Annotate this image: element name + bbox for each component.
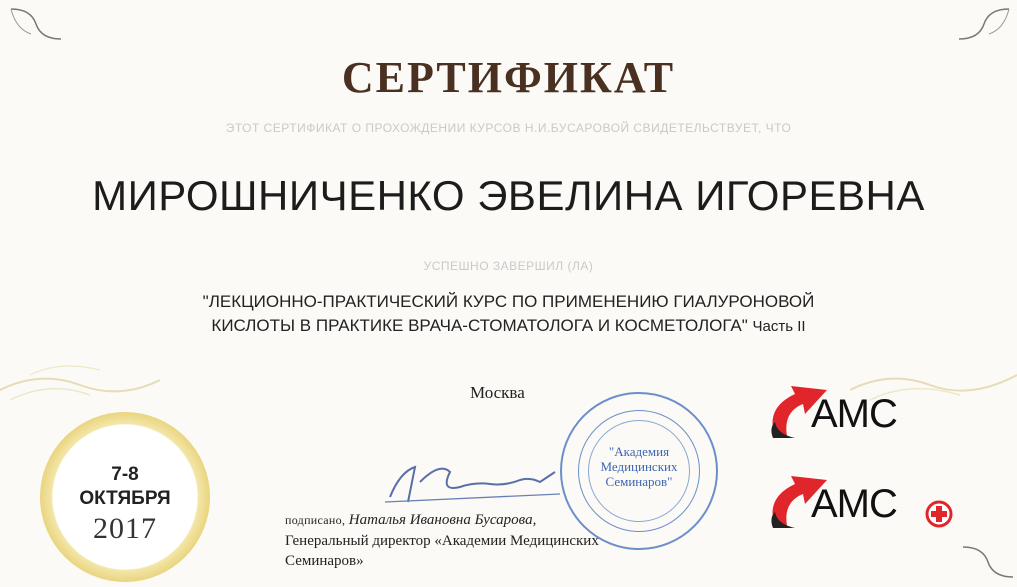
date-seal — [40, 412, 210, 582]
course-title — [0, 290, 1017, 339]
course-part: Часть II — [752, 318, 806, 335]
course-title-line2 — [0, 314, 1017, 339]
course-title-line1: "ЛЕКЦИОННО-ПРАКТИЧЕСКИЙ КУРС ПО ПРИМЕНЕНИЮ ГИАЛУРОНОВОЙ — [202, 292, 815, 311]
signer-name: Наталья Ивановна Бусарова, — [348, 512, 537, 528]
ams-logo — [765, 378, 965, 448]
certificate-title: СЕРТИФИКАТ — [341, 53, 676, 102]
corner-ornament-top-left — [6, 4, 66, 44]
date-seal-inner — [58, 430, 192, 564]
stamp-text — [562, 444, 716, 489]
date-year: 2017 — [93, 512, 157, 545]
recipient-name: МИРОШНИЧЕНКО ЭВЕЛИНА ИГОРЕВНА — [92, 172, 925, 219]
signed-block — [285, 510, 755, 571]
corner-ornament-bottom-right — [958, 542, 1017, 582]
stamp-line3: Семинаров" — [605, 474, 673, 489]
signed-prefix: подписано, — [285, 513, 346, 527]
certificate-intro-text: ЭТОТ СЕРТИФИКАТ О ПРОХОЖДЕНИИ КУРСОВ Н.И.БУСАРОВОЙ СВИДЕТЕЛЬСТВУЕТ, ЧТО — [225, 121, 792, 135]
signer-position-line1: Генеральный директор «Академии Медицинских — [285, 533, 599, 549]
ams-plus-logo — [765, 468, 985, 538]
ams-logo-text: АМС — [811, 392, 897, 436]
left-swirl-ornament — [0, 340, 170, 410]
stamp-line1: "Академия — [608, 444, 670, 459]
signature — [380, 452, 570, 512]
ams-plus-logo-text: АМС — [811, 482, 897, 526]
medical-cross-icon — [925, 500, 953, 528]
city: Москва — [470, 383, 525, 402]
signer-position-line2: Семинаров» — [285, 553, 364, 569]
signed-line1 — [285, 510, 755, 531]
corner-ornament-top-right — [954, 4, 1014, 44]
date-month: ОКТЯБРЯ — [79, 488, 171, 509]
stamp-line2: Медицинских — [600, 459, 678, 474]
course-title-line2-text: КИСЛОТЫ В ПРАКТИКЕ ВРАЧА-СТОМАТОЛОГА И КОСМЕТОЛОГА" — [211, 316, 748, 335]
completed-text: УСПЕШНО ЗАВЕРШИЛ (ЛА) — [423, 259, 594, 273]
date-days: 7-8 — [111, 464, 139, 485]
